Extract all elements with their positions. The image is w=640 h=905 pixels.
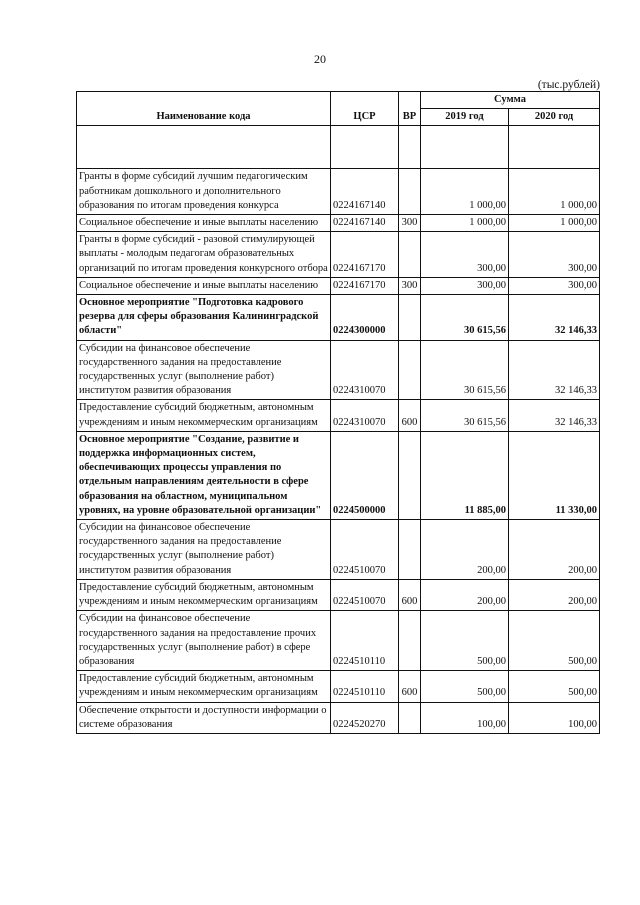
row-value-2019: 300,00 <box>421 232 509 278</box>
header-2020: 2020 год <box>509 109 600 126</box>
table-row <box>77 215 600 232</box>
row-vr: 300 <box>399 215 421 232</box>
row-value-2019: 30 615,56 <box>421 400 509 431</box>
row-name: Предоставление субсидий бюджетным, автономным учреждениям и иным некоммерческим организациям <box>77 579 331 610</box>
row-value-2019: 200,00 <box>421 579 509 610</box>
row-csr: 0224510070 <box>331 579 399 610</box>
spacer-cell <box>509 126 600 169</box>
row-csr: 0224300000 <box>331 295 399 341</box>
row-csr: 0224167140 <box>331 215 399 232</box>
row-csr: 0224310070 <box>331 400 399 431</box>
row-value-2019: 11 885,00 <box>421 431 509 519</box>
row-name: Субсидии на финансовое обеспечение государственного задания на предоставление прочих государственных услуг (выполнение работ) в сфере образования <box>77 611 331 671</box>
row-name: Субсидии на финансовое обеспечение государственного задания на предоставление государственных услуг (выполнение работ) институтом развития образования <box>77 520 331 580</box>
row-value-2020: 1 000,00 <box>509 169 600 215</box>
header-2019: 2019 год <box>421 109 509 126</box>
row-name: Предоставление субсидий бюджетным, автономным учреждениям и иным некоммерческим организациям <box>77 671 331 702</box>
row-value-2019: 30 615,56 <box>421 340 509 400</box>
row-vr <box>399 340 421 400</box>
table-row <box>77 520 600 580</box>
row-value-2020: 11 330,00 <box>509 431 600 519</box>
row-csr: 0224520270 <box>331 702 399 733</box>
row-name: Социальное обеспечение и иные выплаты населению <box>77 277 331 294</box>
table-row <box>77 295 600 341</box>
header-vr: ВР <box>399 92 421 126</box>
row-value-2019: 30 615,56 <box>421 295 509 341</box>
table-row <box>77 169 600 215</box>
header-csr: ЦСР <box>331 92 399 126</box>
row-name: Основное мероприятие "Создание, развитие и поддержка информационных систем, обеспечивающих процессы управления по отдельным направлениям деятельности в сфере образования на областном, муниципальном уровнях, на уровне образовательной организации" <box>77 431 331 519</box>
header-name: Наименование кода <box>77 92 331 126</box>
row-value-2020: 32 146,33 <box>509 340 600 400</box>
row-vr: 300 <box>399 277 421 294</box>
units-label: (тыс.рублей) <box>537 79 600 91</box>
spacer-row <box>77 126 600 169</box>
row-vr <box>399 702 421 733</box>
row-csr: 0224310070 <box>331 340 399 400</box>
row-value-2020: 100,00 <box>509 702 600 733</box>
table-row <box>77 579 600 610</box>
row-value-2020: 200,00 <box>509 579 600 610</box>
spacer-cell <box>331 126 399 169</box>
table-body <box>77 126 600 734</box>
row-vr <box>399 611 421 671</box>
row-csr: 0224500000 <box>331 431 399 519</box>
row-value-2020: 300,00 <box>509 232 600 278</box>
table-row <box>77 431 600 519</box>
table-row <box>77 611 600 671</box>
row-value-2020: 32 146,33 <box>509 295 600 341</box>
row-csr: 0224510110 <box>331 611 399 671</box>
row-value-2020: 500,00 <box>509 611 600 671</box>
table-row <box>77 277 600 294</box>
page-number: 20 <box>314 52 326 66</box>
spacer-cell <box>421 126 509 169</box>
row-vr: 600 <box>399 579 421 610</box>
row-value-2019: 500,00 <box>421 671 509 702</box>
row-value-2019: 1 000,00 <box>421 215 509 232</box>
table-row <box>77 232 600 278</box>
row-value-2019: 1 000,00 <box>421 169 509 215</box>
row-vr <box>399 520 421 580</box>
row-csr: 0224167140 <box>331 169 399 215</box>
spacer-cell <box>399 126 421 169</box>
row-csr: 0224167170 <box>331 232 399 278</box>
row-name: Гранты в форме субсидий лучшим педагогическим работникам дошкольного и дополнительного образования по итогам проведения конкурса <box>77 169 331 215</box>
row-value-2020: 1 000,00 <box>509 215 600 232</box>
row-csr: 0224510070 <box>331 520 399 580</box>
row-name: Социальное обеспечение и иные выплаты населению <box>77 215 331 232</box>
table-row <box>77 400 600 431</box>
row-vr <box>399 169 421 215</box>
row-vr <box>399 232 421 278</box>
row-name: Обеспечение открытости и доступности информации о системе образования <box>77 702 331 733</box>
row-name: Субсидии на финансовое обеспечение государственного задания на предоставление государственных услуг (выполнение работ) институтом развития образования <box>77 340 331 400</box>
table-row <box>77 702 600 733</box>
row-csr: 0224167170 <box>331 277 399 294</box>
table-row <box>77 671 600 702</box>
row-value-2020: 200,00 <box>509 520 600 580</box>
row-value-2020: 300,00 <box>509 277 600 294</box>
row-value-2019: 300,00 <box>421 277 509 294</box>
row-value-2020: 32 146,33 <box>509 400 600 431</box>
row-vr <box>399 295 421 341</box>
row-name: Предоставление субсидий бюджетным, автономным учреждениям и иным некоммерческим организациям <box>77 400 331 431</box>
row-vr <box>399 431 421 519</box>
row-value-2019: 200,00 <box>421 520 509 580</box>
row-name: Основное мероприятие "Подготовка кадрового резерва для сферы образования Калининградской области" <box>77 295 331 341</box>
row-name: Гранты в форме субсидий - разовой стимулирующей выплаты - молодым педагогам образовательных организаций по итогам проведения конкурсного отбора <box>77 232 331 278</box>
row-csr: 0224510110 <box>331 671 399 702</box>
row-value-2019: 500,00 <box>421 611 509 671</box>
row-vr: 600 <box>399 400 421 431</box>
header-sum: Сумма <box>421 92 600 109</box>
table-row <box>77 340 600 400</box>
spacer-cell <box>77 126 331 169</box>
row-value-2019: 100,00 <box>421 702 509 733</box>
row-vr: 600 <box>399 671 421 702</box>
row-value-2020: 500,00 <box>509 671 600 702</box>
budget-table <box>76 91 600 734</box>
